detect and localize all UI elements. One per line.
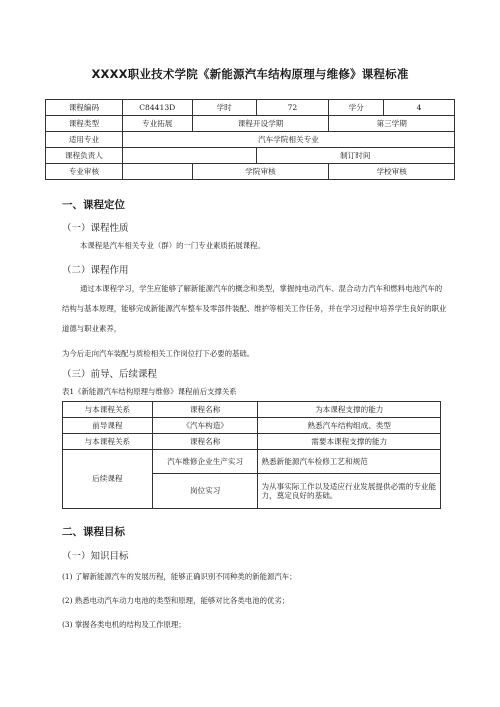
post-ability-2: 为从事实际工作以及适应行业发展提供必需的专业能力，奠定良好的基础。: [258, 474, 441, 509]
list-item: (2) 熟悉电动汽车动力电池的类型和原理，能够对比各类电池的优劣；: [62, 596, 290, 605]
hours-label: 学时: [192, 100, 256, 116]
header2-ability: 需要本课程支撑的能力: [258, 434, 441, 450]
course-role-text-2: 为今后走向汽车装配与质检相关工作岗位打下必要的基础。: [62, 349, 255, 358]
credit-value: 4: [384, 100, 455, 116]
hours-value: 72: [256, 100, 329, 116]
review-value: [122, 164, 192, 180]
course-support-table: [62, 401, 441, 509]
table-row: [63, 418, 441, 434]
college-review-label: 学院审核: [192, 164, 329, 180]
date-label: 制订时间: [256, 148, 455, 164]
section2-heading: 二、课程目标: [62, 526, 125, 538]
course-code-label: 课程编码: [46, 100, 123, 116]
pre-course: 《汽车构造》: [152, 418, 258, 434]
pre-label: 前导课程: [63, 418, 153, 434]
post-course-1: 汽车维修企业生产实习: [152, 450, 258, 474]
table-row: [46, 164, 455, 180]
table-row: [63, 434, 441, 450]
section2-sub1-heading: （一）知识目标: [62, 551, 129, 562]
header-relation: 与本课程关系: [63, 402, 153, 418]
course-code-value: C84413D: [122, 100, 192, 116]
pre-ability: 熟悉汽车结构组成、类型: [258, 418, 441, 434]
doc-title: XXXX职业技术学院《新能源汽车结构原理与维修》课程标准: [91, 67, 409, 81]
section1-sub2-heading: （二）课程作用: [62, 265, 129, 276]
table-row: [63, 402, 441, 418]
section1-sub3-heading: （三）前导、后续课程: [62, 369, 158, 380]
table-row: [63, 450, 441, 474]
post-ability-1: 熟悉新能源汽车检修工艺和规范: [258, 450, 441, 474]
header-ability: 为本课程支撑的能力: [258, 402, 441, 418]
major-label: 适用专业: [46, 132, 123, 148]
review-label: 专业审核: [46, 164, 123, 180]
major-value: 汽车学院相关专业: [122, 132, 454, 148]
credit-label: 学分: [329, 100, 384, 116]
type-label: 课程类型: [46, 116, 123, 132]
table-row: [46, 132, 455, 148]
course-role-text: 通过本课程学习，学生应能够了解新能源汽车的概念和类型，掌握纯电动汽车、混合动力汽车和燃料电池汽车的结构与基本原理，能够完成新能源汽车整车及零部件装配、维护等相关工作任务，并在学习过程中培养学生良好的职业道德与职业素养，: [62, 284, 447, 333]
post-label: 后续课程: [63, 450, 153, 509]
table-row: [46, 148, 455, 164]
list-item: (1) 了解新能源汽车的发展历程，能够正确识别不同种类的新能源汽车；: [62, 572, 297, 581]
owner-value: [122, 148, 256, 164]
owner-label: 课程负责人: [46, 148, 123, 164]
semester-value: 第三学期: [329, 116, 455, 132]
header2-relation: 与本课程关系: [63, 434, 153, 450]
section1-heading: 一、课程定位: [62, 199, 125, 211]
table-row: [46, 116, 455, 132]
section1-sub1-heading: （一）课程性质: [62, 223, 129, 234]
table-caption: 表1《新能源汽车结构原理与维修》课程前后支撑关系: [62, 387, 237, 396]
header2-course: 课程名称: [152, 434, 258, 450]
course-nature-text: 本课程是汽车相关专业（群）的一门专业素质拓展课程。: [80, 241, 265, 250]
type-value: 专业拓展: [122, 116, 192, 132]
semester-label: 课程开设学期: [192, 116, 329, 132]
post-course-2: 岗位实习: [152, 474, 258, 509]
school-review-label: 学校审核: [329, 164, 455, 180]
table-row: [46, 100, 455, 116]
list-item: (3) 掌握各类电机的结构及工作原理；: [62, 620, 186, 629]
course-info-table: [45, 99, 455, 180]
header-course: 课程名称: [152, 402, 258, 418]
